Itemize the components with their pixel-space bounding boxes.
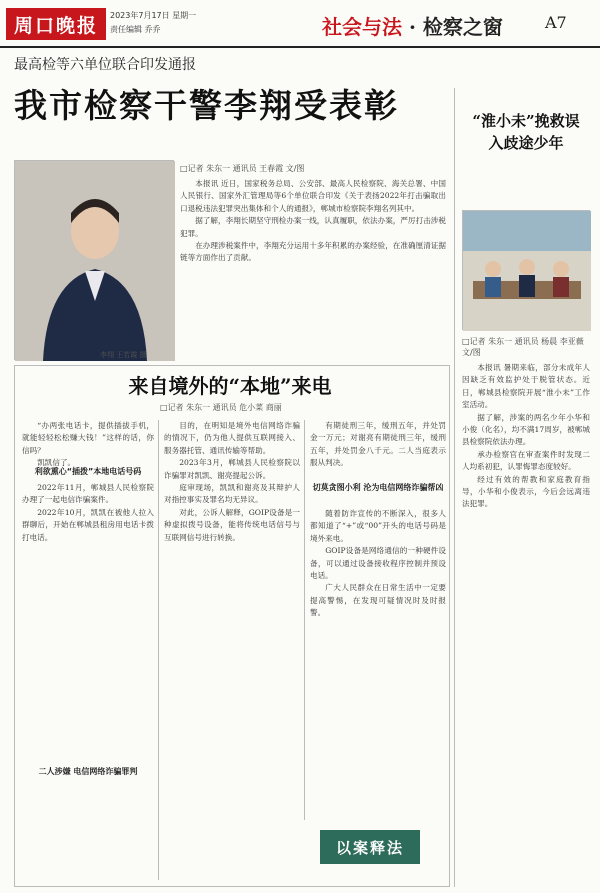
newspaper-logo: 周口晚报 [6, 8, 106, 40]
lower-story-col2-body [164, 420, 300, 875]
lower-story-paragraph: 广大人民群众在日常生活中一定要提高警惕，在发现可疑情况时及时报警。 [310, 583, 446, 618]
column-divider [158, 420, 159, 880]
top-story-kicker: 最高检等六单位联合印发通报 [14, 57, 196, 73]
lower-story-subhead: 二人涉嫌 电信网络诈骗罪判 [38, 767, 138, 776]
right-story-photo [462, 210, 590, 330]
section-title [322, 11, 503, 40]
lower-story-paragraph: 对此，公诉人解释，GOIP设备是一种虚拟拨号设备，能将传统电话信号与互联网信号进行转换。 [164, 507, 300, 542]
channel-name: 检察之窗 [422, 15, 503, 39]
page-number: A7 [545, 13, 567, 32]
case-law-tag: 以案释法 [320, 830, 420, 864]
lower-story-col1-intro [22, 420, 154, 468]
masthead [0, 0, 600, 48]
lower-story-paragraph: 随着防诈宣传的不断深入，很多人都知道了“+”或“00”开头的电话号码是境外来电。 [310, 509, 446, 543]
lower-story-subhead: 切莫贪图小利 沦为电信网络诈骗帮凶 [312, 483, 444, 492]
right-story-paragraph: 据了解，涉案的两名少年小华和小俊（化名），均不满17周岁，被郸城县检察院依法办理。 [462, 412, 590, 447]
section-name: 社会与法 [322, 15, 402, 39]
responsible-editor: 责任编辑 乔乔 [110, 25, 161, 34]
lower-story-paragraph: 目的，在明知是境外电信网络诈骗的情况下，仍为他人提供互联网接入、服务器托管、通讯传输等帮助。 [164, 421, 300, 455]
top-story-byline: □记者 朱东一 通讯员 王春霞 文/图 [180, 164, 305, 173]
right-story-title: “淮小未”挽救误入歧途少年 [472, 112, 580, 152]
top-story-photo [14, 160, 174, 360]
top-story-body [180, 178, 446, 358]
classroom-image [463, 211, 591, 331]
lower-story-byline: □记者 朱东一 通讯员 危小菜 商丽 [160, 403, 282, 412]
lower-story-col3-intro [310, 420, 446, 476]
lower-story-col3-body [310, 508, 446, 824]
lower-story-paragraph: 凯凯信了。 [37, 458, 76, 468]
lower-story-paragraph: 2022年10月，凯凯在被他人拉入群聊后，开始在郸城县租房用电话卡拨打电话。 [22, 507, 154, 542]
lower-story-paragraph: 2022年11月，郸城县人民检察院办理了一起电信诈骗案件。 [22, 483, 154, 505]
lower-story-subhead: 利欲熏心“插拨”本地电话号码 [34, 467, 142, 476]
right-story-paragraph: 承办检察官在审查案件时发现二人均系初犯，认罪悔罪态度较好。 [462, 449, 590, 472]
dateline [110, 9, 196, 37]
lower-story-paragraph: GOIP设备是网络通信的一种硬件设备，可以通过设备接收程序控制并预设电话。 [310, 546, 446, 581]
top-story-paragraph: 据了解，李翔长期坚守刑检办案一线，认真履职，依法办案，严厉打击涉税犯罪。 [180, 216, 446, 238]
lower-story-paragraph: 2023年3月，郸城县人民检察院以诈骗罪对凯凯、谢亮提起公诉。 [164, 458, 300, 480]
lower-story-paragraph: 有期徒刑三年，缓刑五年，并处罚金一万元；对谢亮有期徒刑三年，缓刑五年，并处罚金八千元。二人当庭表示服从判决。 [310, 421, 446, 468]
lower-story-paragraph: 庭审现场，凯凯和谢亮及其辩护人对指控事实及罪名均无异议。 [164, 483, 300, 505]
lower-story-title: 来自境外的“本地”来电 [128, 374, 332, 398]
right-story-byline: □记者 朱东一 通讯员 杨晨 李亚薇 文/图 [462, 337, 584, 357]
top-story-paragraph: 本报讯 近日，国家税务总局、公安部、最高人民检察院、海关总署、中国人民银行、国家外汇管理局等6个单位联合印发《关于表扬2022年打击骗取出口退税违法犯罪突出集体和个人的通报》，郸城市检察院李翔名列其中。 [180, 179, 446, 213]
top-story-headline: 我市检察干警李翔受表彰 [14, 86, 399, 125]
top-story-photo-caption: 李翔 王若霞 摄 [100, 351, 147, 359]
right-story-paragraph: 经过有效的帮教和家庭教育指导，小华和小俊表示，今后会远离违法犯罪。 [462, 474, 590, 509]
issue-date: 2023年7月17日 星期一 [110, 11, 197, 20]
top-story-paragraph: 在办理涉税案件中，李翔充分运用十多年积累的办案经验，在准确厘清证据链等方面作出了贡献。 [180, 241, 446, 263]
portrait-image [15, 161, 175, 361]
lower-story-col1-body [22, 482, 154, 762]
right-story-paragraph: 本报讯 暑期来临，部分未成年人因缺乏有效监护处于脱管状态。近日，郸城县检察院开展“淮小未”工作室活动。 [462, 363, 590, 410]
section-separator: · [408, 15, 416, 39]
column-divider [304, 420, 305, 820]
right-story-body [462, 362, 590, 884]
lower-story-paragraph: “办两张电话卡，提供插拔手机，就能轻轻松松赚大钱！”这样的话，你信吗？ [22, 421, 154, 455]
